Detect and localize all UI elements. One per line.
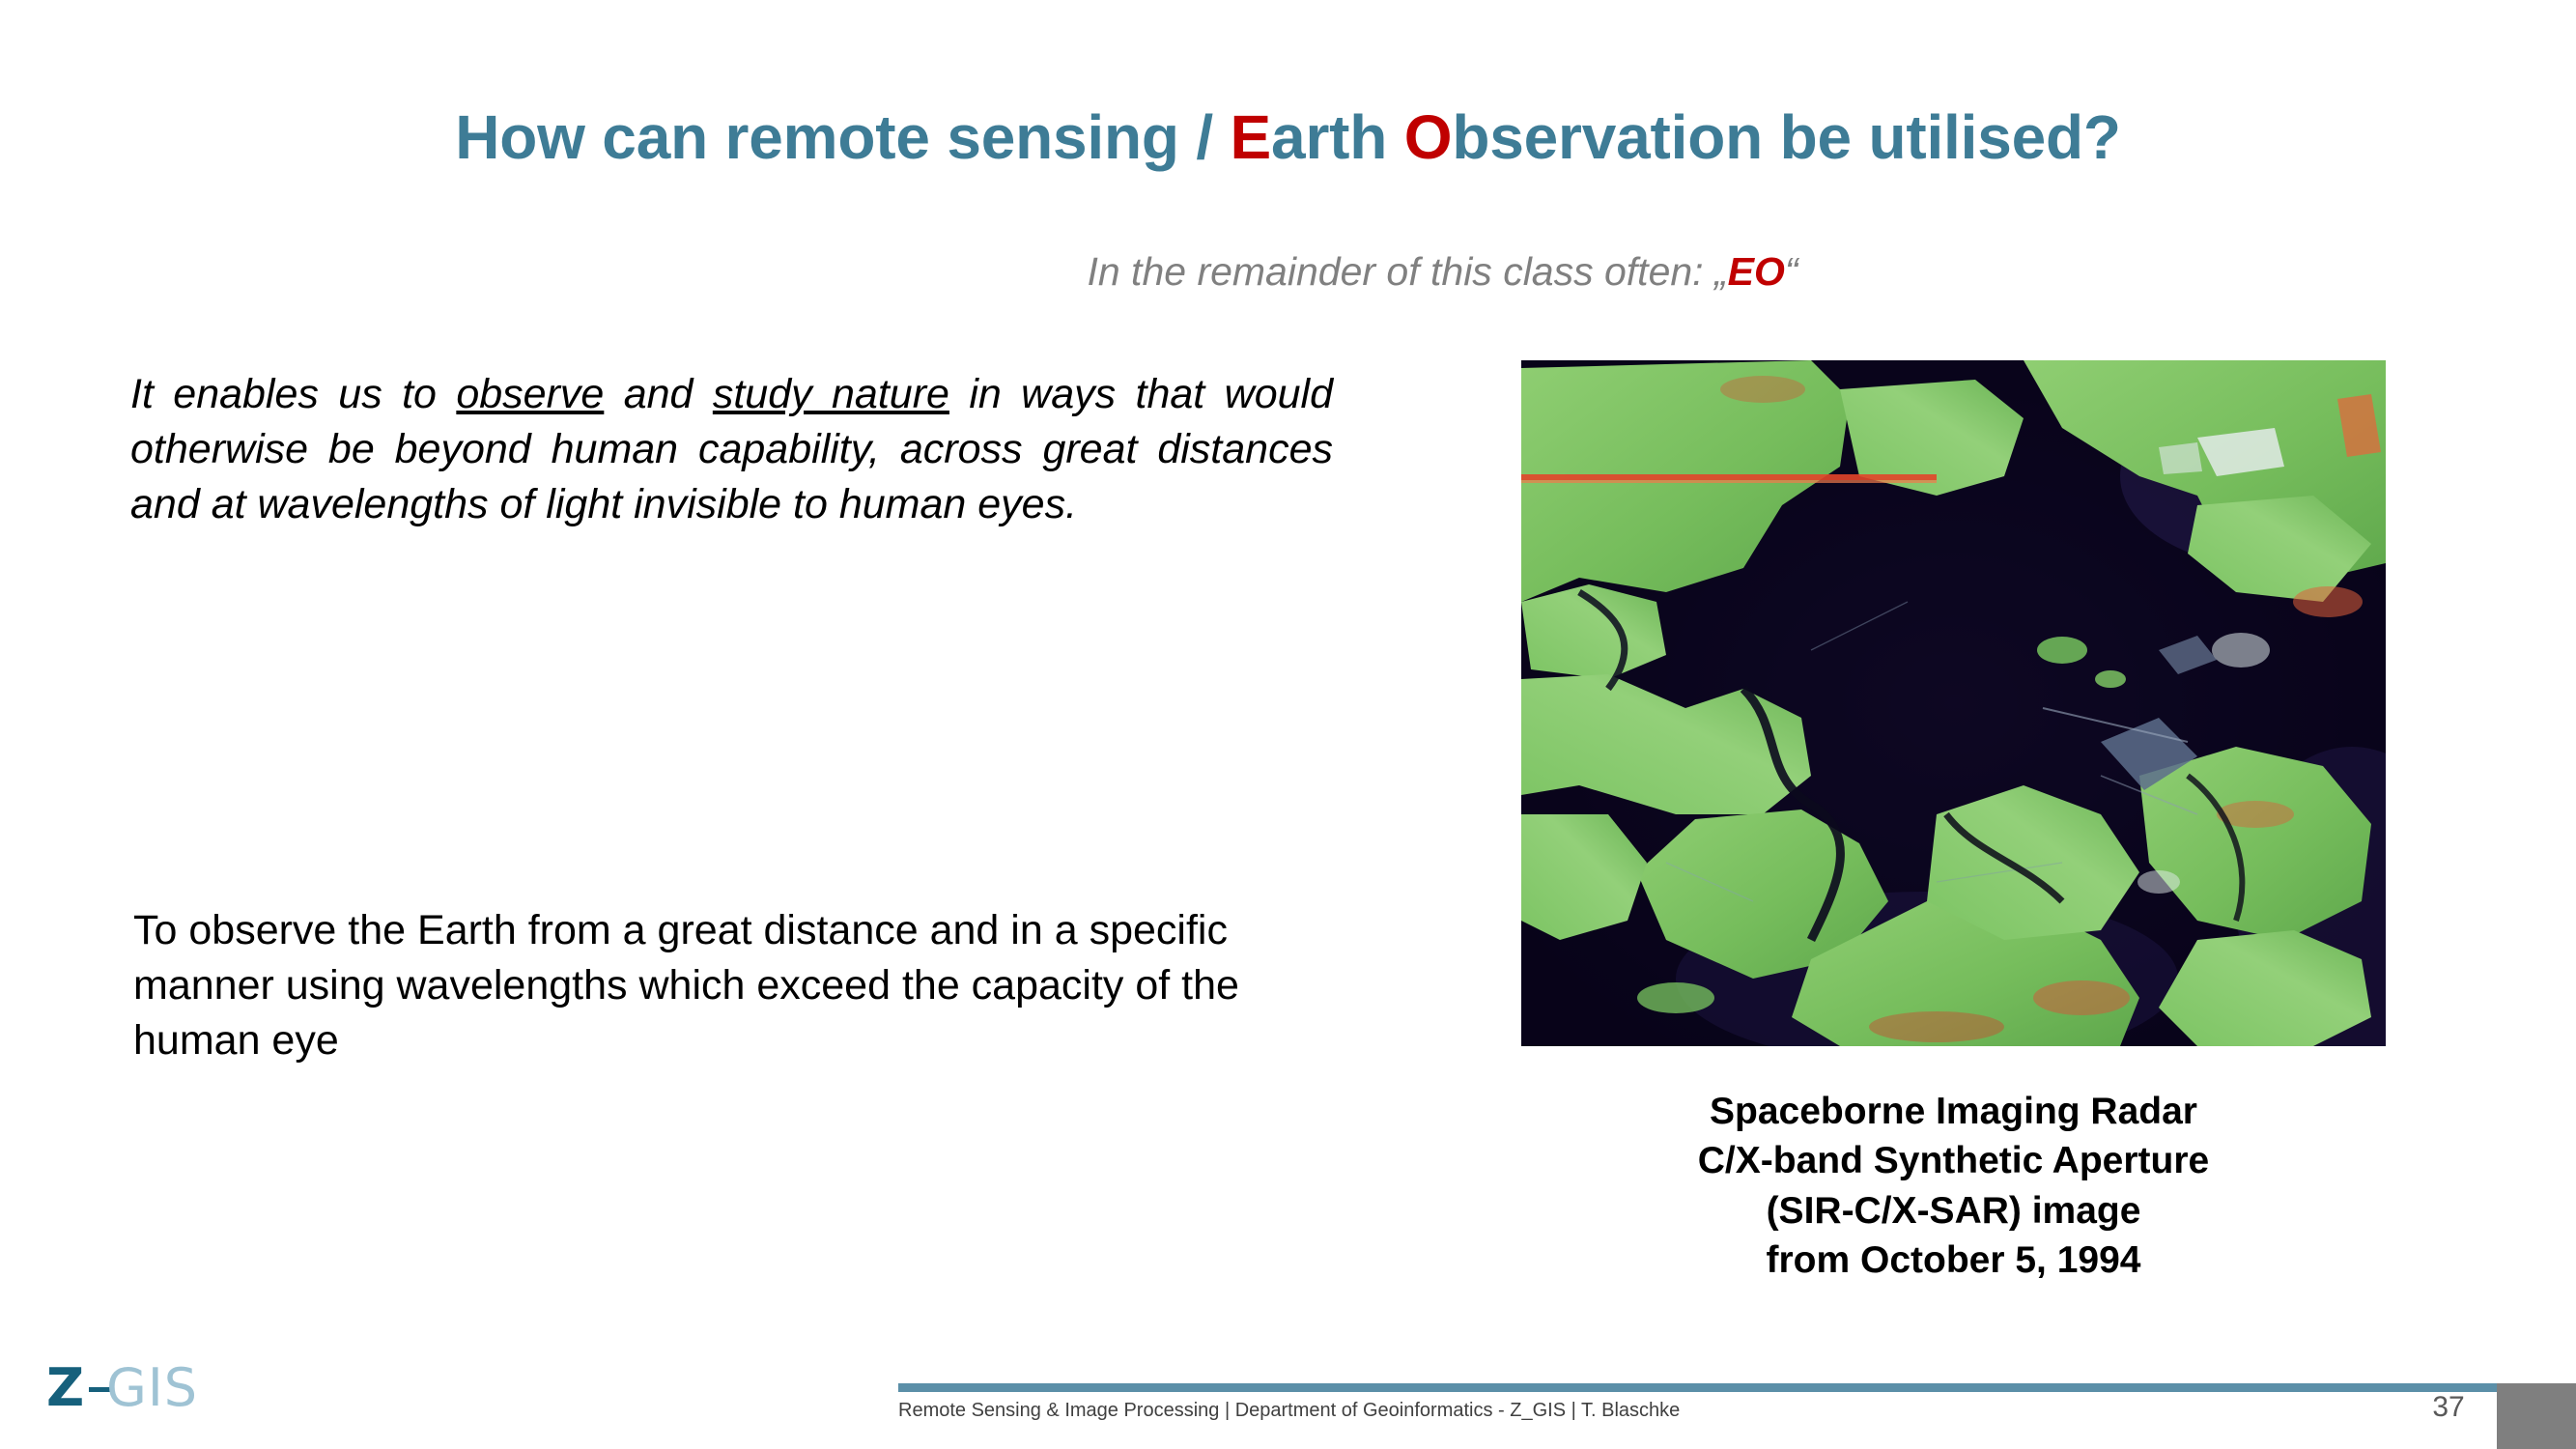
title-segment-2: arth: [1271, 102, 1404, 172]
italic-segment-3: in ways that would otherwise be beyond human capability, across great distances and at wavelengths of light invisible to human eyes.: [130, 371, 1333, 527]
title-highlight-o: O: [1403, 102, 1453, 172]
radar-image-graphic: [1521, 360, 2386, 1046]
footer-text: Remote Sensing & Image Processing | Department of Geoinformatics - Z_GIS | T. Blaschke: [898, 1400, 1681, 1421]
zgis-logo: [46, 1357, 249, 1420]
caption-line-3: (SIR-C/X-SAR) image: [1766, 1189, 2141, 1232]
underlined-study-nature: study nature: [712, 371, 949, 417]
title-segment-3: bservation be utilised?: [1452, 102, 2121, 172]
subtitle-eo-abbreviation: EO: [1727, 249, 1785, 294]
logo-letters-gis: GIS: [106, 1357, 199, 1418]
italic-segment-2: and: [604, 371, 713, 417]
definition-paragraph-italic: [130, 367, 1333, 531]
page-number: 37: [2432, 1391, 2465, 1423]
subtitle-prefix: In the remainder of this class often: „: [1087, 249, 1728, 294]
logo-letter-z: Z: [46, 1357, 85, 1418]
definition-paragraph-plain: To observe the Earth from a great distance and in a specific manner using wavelengths which exceed the capacity of the human eye: [133, 907, 1239, 1064]
page-title: [0, 101, 2576, 173]
image-caption: [1521, 1087, 2386, 1286]
title-highlight-e: E: [1230, 102, 1272, 172]
satellite-radar-image: [1521, 360, 2386, 1046]
footer-corner-block: [2497, 1383, 2576, 1449]
footer-divider: [898, 1383, 2502, 1392]
caption-line-2: C/X-band Synthetic Aperture: [1697, 1140, 2210, 1182]
caption-line-1: Spaceborne Imaging Radar: [1710, 1091, 2197, 1132]
underlined-observe: observe: [456, 371, 605, 417]
subtitle-suffix: “: [1784, 249, 1798, 294]
page-subtitle: [0, 249, 2576, 295]
caption-line-4: from October 5, 1994: [1766, 1239, 2141, 1282]
italic-segment-1: It enables us to: [130, 371, 457, 417]
title-segment-1: How can remote sensing /: [455, 102, 1231, 172]
